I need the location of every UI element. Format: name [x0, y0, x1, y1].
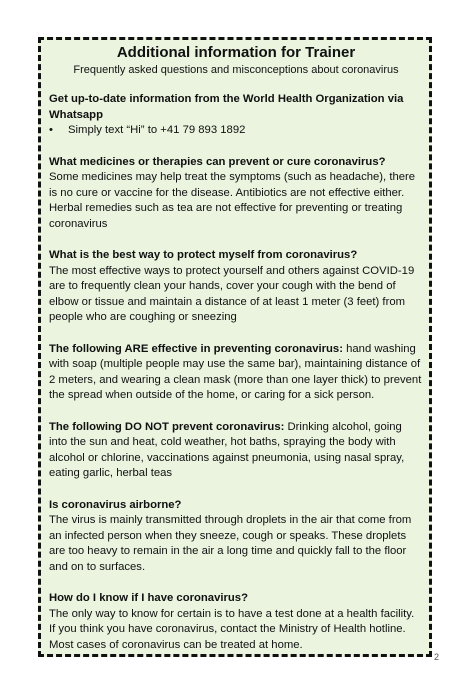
section-how-to-know	[49, 591, 423, 653]
page-subtitle: Frequently asked questions and misconceptions about coronavirus	[73, 64, 399, 76]
section-airborne	[49, 498, 423, 576]
section-not-effective	[49, 420, 423, 482]
section-heading: Get up-to-date information from the World Health Organization via Whatsapp	[49, 93, 404, 121]
page-title: Additional information for Trainer	[116, 44, 356, 61]
section-heading: What is the best way to protect myself from coronavirus?	[49, 249, 358, 261]
section-lead: The following ARE effective in preventing coronavirus:	[49, 342, 343, 355]
section-lead: The following DO NOT prevent coronavirus:	[49, 420, 285, 433]
section-paragraph	[49, 420, 423, 482]
section-body: The most effective ways to protect yourself and others against COVID-19 are to frequently clean your hands, cover your cough with the bend of elbow or tissue and maintain a distance of at least 1 meter (3 feet) from people who are coughing or sneezing	[49, 264, 415, 323]
section-paragraph	[49, 342, 423, 404]
bullet-item	[49, 123, 423, 139]
section-body: The virus is mainly transmitted through droplets in the air that come from an infected person when they sneeze, cough or speaks. These droplets are too heavy to remain in the air a long time and quickly fall to the floor and on to surfaces.	[49, 514, 412, 573]
section-body: hand washing with soap (multiple people may use the same bar), maintaining distance of 2 meters, and wearing a clean mask (more than one layer thick) to prevent the spread when outside of the home, or caring for a sick person.	[49, 342, 422, 401]
section-heading: What medicines or therapies can prevent or cure coronavirus?	[49, 155, 386, 168]
section-body: Drinking alcohol, going into the sun and heat, cold weather, hot baths, spraying the body with alcohol or chlorine, vaccinations against pneumonia, using nasal spray, eating garlic, herbal teas	[49, 420, 405, 479]
section-who-whatsapp	[49, 92, 423, 139]
bullet-dot-icon: •	[49, 124, 53, 136]
section-effective	[49, 342, 423, 404]
section-medicines	[49, 155, 423, 233]
bullet-text: Simply text “Hi” to +41 79 893 1892	[68, 124, 246, 136]
section-body: Some medicines may help treat the symptoms (such as headache), there is no cure or vaccine for the disease. Antibiotics are not effective either. Herbal remedies such as tea are not effective for preventing or treating coronavirus	[49, 171, 416, 230]
page-number: 2	[434, 652, 440, 662]
info-box	[38, 37, 432, 657]
section-body: The only way to know for certain is to have a test done at a health facility. If you think you have coronavirus, contact the Ministry of Health hotline. Most cases of coronavirus can be treated at home.	[49, 607, 415, 651]
section-heading: How do I know if I have coronavirus?	[49, 592, 248, 604]
section-protect	[49, 248, 423, 326]
section-heading: Is coronavirus airborne?	[49, 498, 182, 511]
info-box-content	[49, 44, 423, 653]
